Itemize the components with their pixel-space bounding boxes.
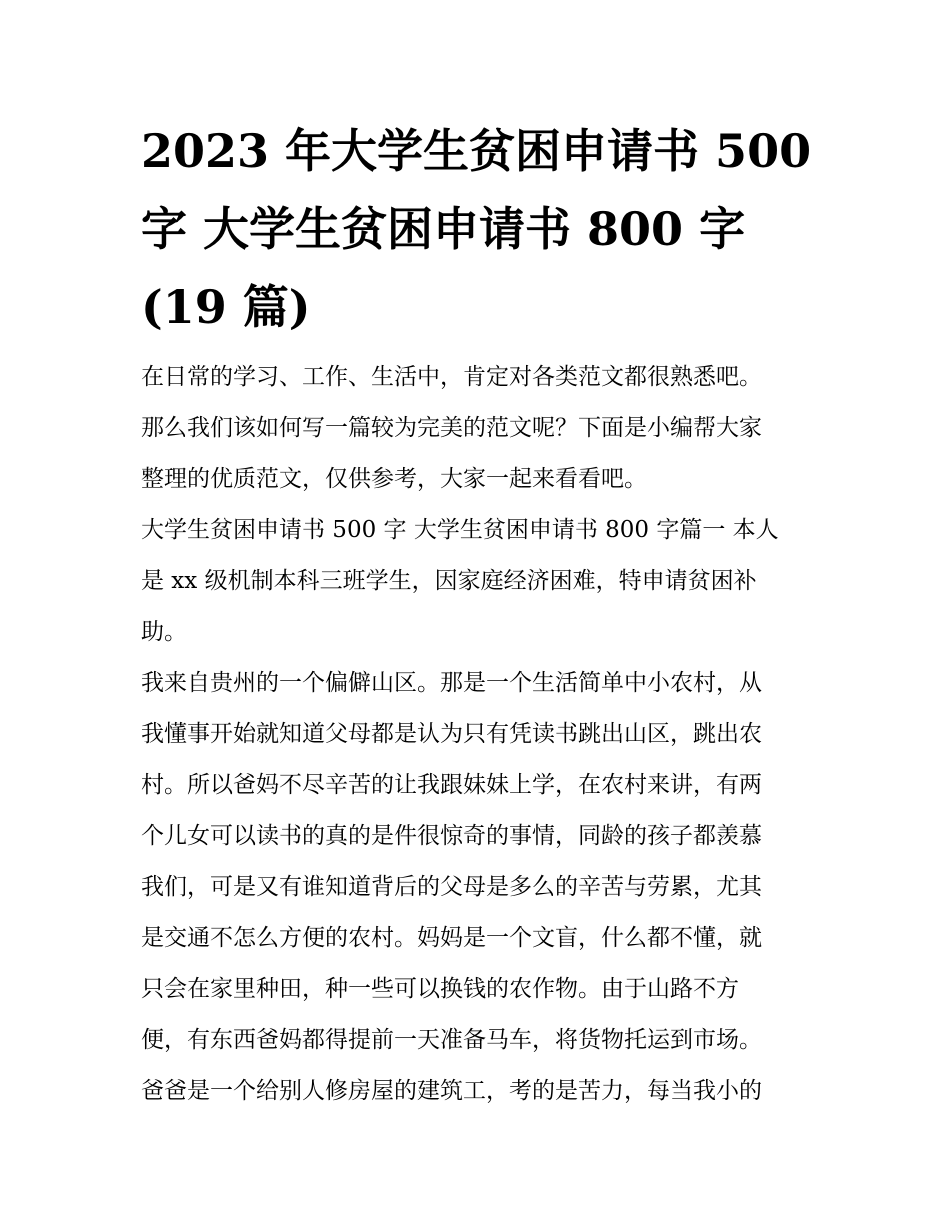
- title-line: 2023 年大学生贫困申请书 500: [141, 124, 812, 178]
- body-line: 整理的优质范文，仅供参考，大家一起来看看吧。: [141, 466, 647, 492]
- title-line: 字 大学生贫困申请书 800 字: [141, 202, 746, 256]
- body-line: 我懂事开始就知道父母都是认为只有凭读书跳出山区，跳出农: [141, 721, 762, 747]
- body-line: 是交通不怎么方便的农村。妈妈是一个文盲，什么都不懂，就: [141, 925, 762, 951]
- document-title: [141, 112, 816, 346]
- body-line: 大学生贫困申请书 500 字 大学生贫困申请书 800 字篇一 本人: [141, 517, 779, 543]
- body-line: 是 xx 级机制本科三班学生，因家庭经济困难，特申请贫困补: [141, 568, 757, 594]
- document-page: [141, 112, 816, 1117]
- document-body: [141, 352, 816, 1117]
- body-line: 只会在家里种田，种一些可以换钱的农作物。由于山路不方: [141, 976, 739, 1002]
- body-line: 便，有东西爸妈都得提前一天准备马车，将货物托运到市场。: [141, 1027, 762, 1053]
- body-line: 那么我们该如何写一篇较为完美的范文呢？下面是小编帮大家: [141, 415, 762, 441]
- body-line: 助。: [141, 619, 187, 645]
- body-line: 爸爸是一个给别人修房屋的建筑工，考的是苦力，每当我小的: [141, 1078, 762, 1104]
- body-line: 村。所以爸妈不尽辛苦的让我跟妹妹上学，在农村来讲，有两: [141, 772, 762, 798]
- body-line: 我们，可是又有谁知道背后的父母是多么的辛苦与劳累，尤其: [141, 874, 762, 900]
- body-line: 在日常的学习、工作、生活中，肯定对各类范文都很熟悉吧。: [141, 364, 762, 390]
- body-line: 个儿女可以读书的真的是件很惊奇的事情，同龄的孩子都羡慕: [141, 823, 762, 849]
- title-line: (19 篇): [141, 280, 311, 334]
- body-line: 我来自贵州的一个偏僻山区。那是一个生活简单中小农村，从: [141, 670, 762, 696]
